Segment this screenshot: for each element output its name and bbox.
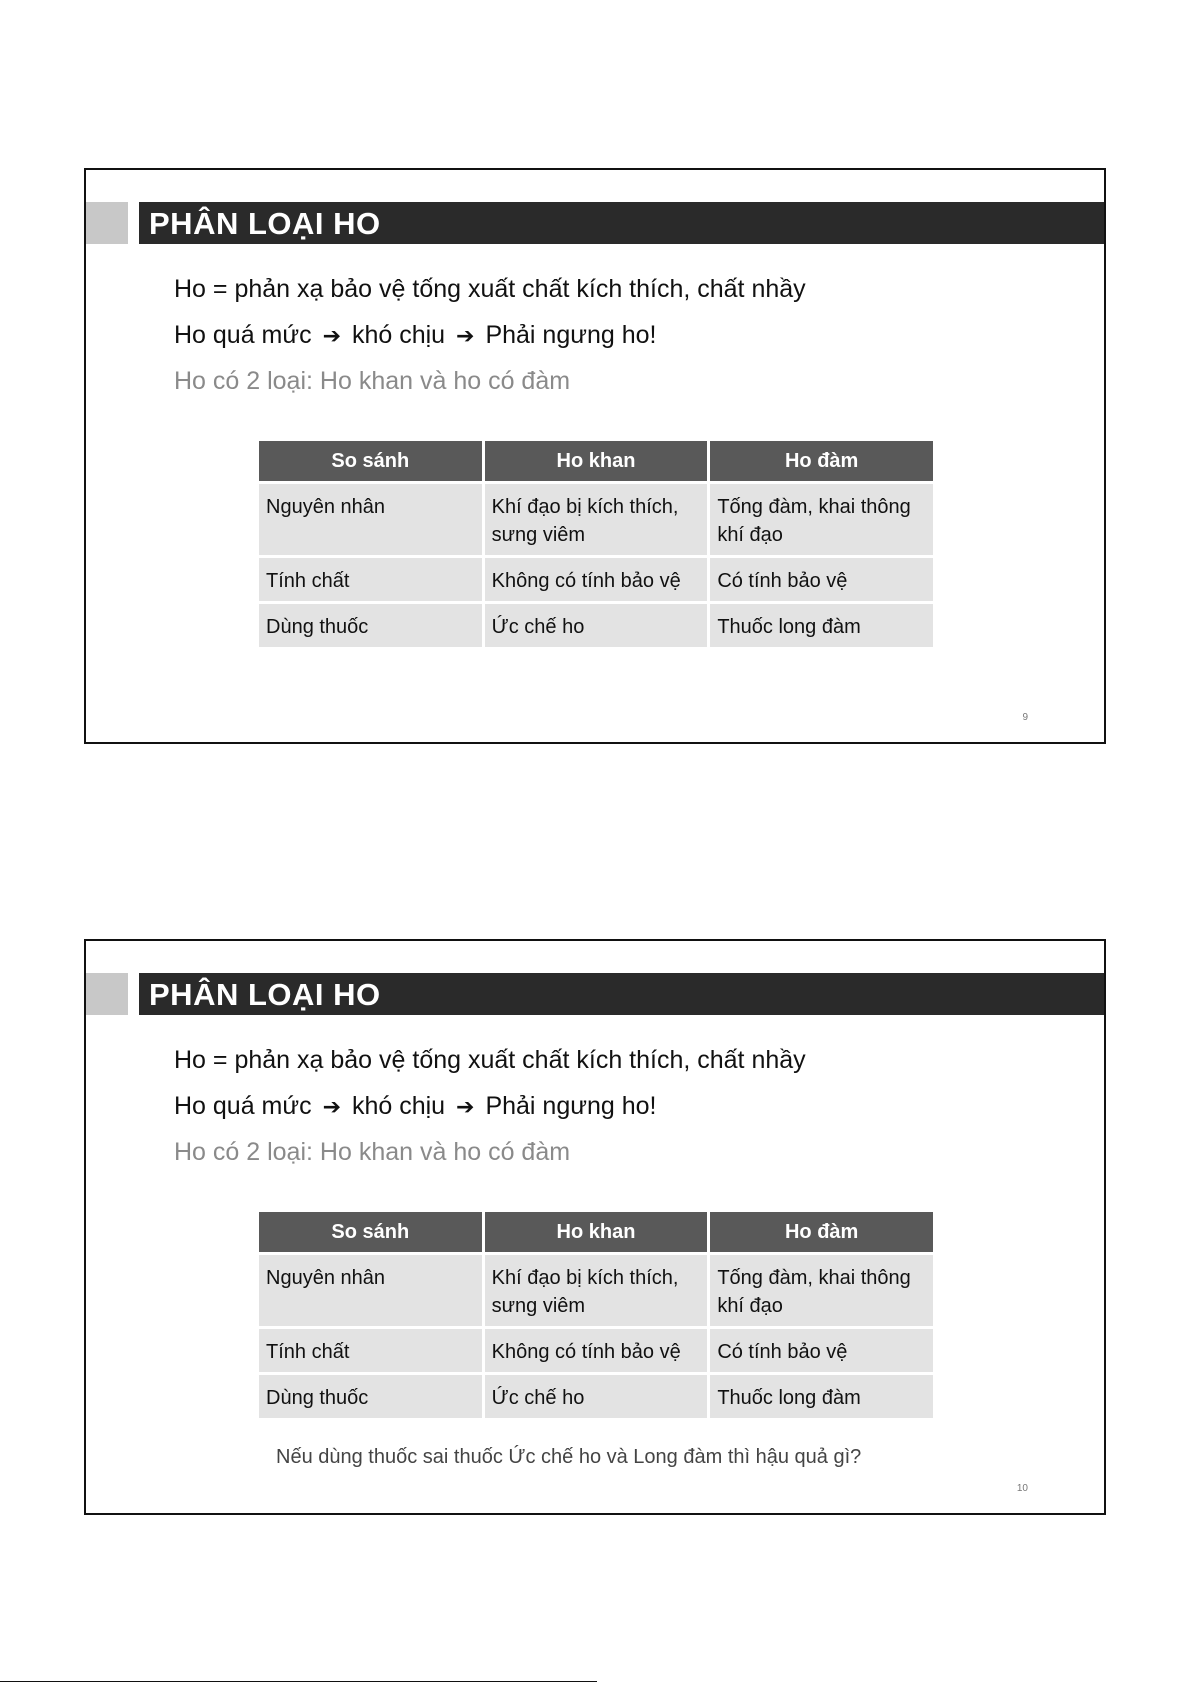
slide-title: PHÂN LOẠI HO [139,202,1104,244]
table-cell: Tính chất [259,1329,482,1372]
comparison-table [256,438,936,650]
slide-10 [84,939,1106,1515]
right-arrow-icon: ➔ [322,323,342,348]
table-cell: Khí đạo bị kích thích, sưng viêm [485,484,708,555]
table-cell: Ức chế ho [485,1375,708,1418]
table-header-cell: So sánh [259,1212,482,1252]
table-header-row [259,441,933,481]
table-cell: Nguyên nhân [259,1255,482,1326]
table-row [259,1375,933,1418]
table-cell: Tống đàm, khai thông khí đạo [710,1255,933,1326]
page-number: 9 [1022,712,1028,723]
types-line: Ho có 2 loại: Ho khan và ho có đàm [174,1138,571,1166]
right-arrow-icon: ➔ [456,1094,475,1119]
right-arrow-icon: ➔ [322,1094,342,1119]
question-text: Nếu dùng thuốc sai thuốc Ức chế ho và Long đàm thì hậu quả gì? [276,1446,862,1468]
table-cell: Có tính bảo vệ [710,558,933,601]
table-cell: Có tính bảo vệ [710,1329,933,1372]
table-row [259,1255,933,1326]
table-cell: Thuốc long đàm [710,604,933,647]
table-row [259,558,933,601]
excess-cough-line: Ho quá mức ➔ khó chịu ➔ Phải ngưng ho! [174,1092,657,1120]
table-cell: Nguyên nhân [259,484,482,555]
table-header-cell: Ho khan [485,441,708,481]
right-arrow-icon: ➔ [456,323,475,348]
excess-cough-line: Ho quá mức ➔ khó chịu ➔ Phải ngưng ho! [174,321,657,349]
table-cell: Ức chế ho [485,604,708,647]
table-cell: Dùng thuốc [259,1375,482,1418]
slide-9 [84,168,1106,744]
table-row [259,604,933,647]
table-header-row [259,1212,933,1252]
table-cell: Tính chất [259,558,482,601]
footer-divider [0,1681,597,1682]
slide-title-block [86,973,1104,1015]
title-accent-square [86,973,128,1015]
table-cell: Khí đạo bị kích thích, sưng viêm [485,1255,708,1326]
comparison-table [256,1209,936,1421]
table-cell: Không có tính bảo vệ [485,558,708,601]
table-cell: Tống đàm, khai thông khí đạo [710,484,933,555]
table-cell: Thuốc long đàm [710,1375,933,1418]
table-cell: Không có tính bảo vệ [485,1329,708,1372]
slide-title-block [86,202,1104,244]
table-row [259,1329,933,1372]
definition-line: Ho = phản xạ bảo vệ tống xuất chất kích thích, chất nhầy [174,1046,806,1074]
definition-line: Ho = phản xạ bảo vệ tống xuất chất kích thích, chất nhầy [174,275,806,303]
title-accent-square [86,202,128,244]
table-row [259,484,933,555]
table-header-cell: Ho khan [485,1212,708,1252]
table-header-cell: So sánh [259,441,482,481]
page-number: 10 [1016,1483,1028,1494]
table-cell: Dùng thuốc [259,604,482,647]
slide-title: PHÂN LOẠI HO [139,973,1104,1015]
table-header-cell: Ho đàm [710,1212,933,1252]
table-header-cell: Ho đàm [710,441,933,481]
types-line: Ho có 2 loại: Ho khan và ho có đàm [174,367,571,395]
